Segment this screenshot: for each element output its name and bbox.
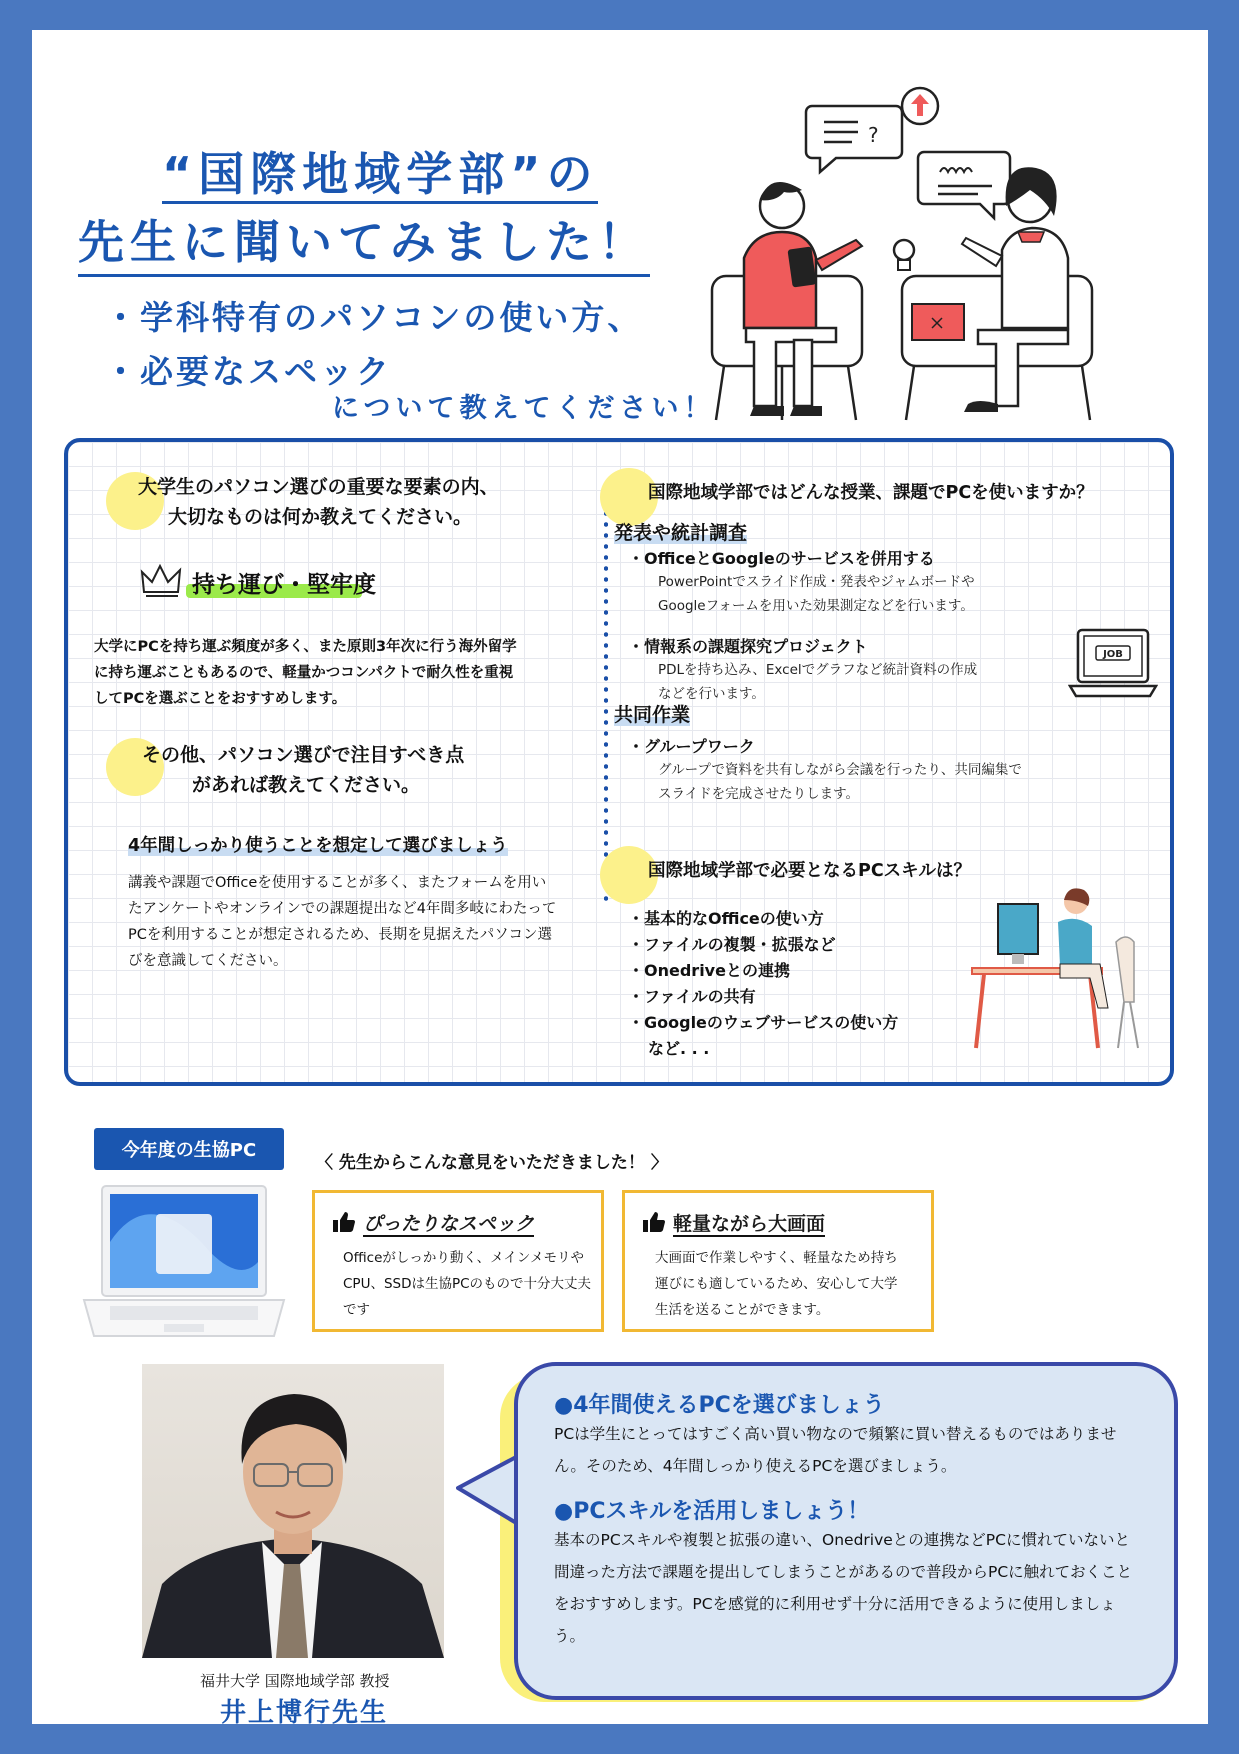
- answer2-text: 講義や課題でOfficeを使用することが多く、またフォームを用いたアンケートやオンラインでの課題提出など4年間多岐にわたってPCを利用することが想定されるため、長期を見据えたパソコン選びを意識してください。: [128, 875, 557, 969]
- item-info-project-text: PDLを持ち込み、Excelでグラフなど統計資料の作成などを行います。: [658, 662, 978, 702]
- answer1-text: 大学にPCを持ち運ぶ頻度が多く、また原則3年次に行う海外留学に持ち運ぶこともあるので、軽量かつコンパクトで耐久性を重視してPCを選ぶことをおすすめします。: [94, 639, 517, 707]
- teacher-photo: [142, 1364, 444, 1658]
- opinion-card-screen-title: 軽量ながら大画面: [641, 1209, 825, 1236]
- skill-item: ・ファイルの複製・拡張など: [628, 935, 836, 954]
- q2-line1: その他、パソコン選びで注目すべき点: [142, 744, 465, 766]
- job-label: JOB: [1103, 649, 1123, 660]
- item-office-google: ・OfficeとGoogleのサービスを併用する: [628, 549, 935, 568]
- header-request: について教えてください！: [332, 393, 716, 424]
- job-laptop-icon: [1068, 626, 1158, 704]
- page-title-line2: 先生に聞いてみました！: [78, 206, 650, 277]
- item-groupwork-text: グループで資料を共有しながら会議を行ったり、共同編集でスライドを完成させたりします。: [658, 762, 1022, 802]
- answer2-heading: 4年間しっかり使うことを想定して選びましょう: [128, 836, 508, 856]
- section-presentation: 発表や統計調査: [614, 522, 748, 544]
- thumbs-up-icon: [641, 1211, 667, 1233]
- item-groupwork: ・グループワーク: [628, 737, 755, 756]
- advice-heading-skills: ●PCスキルを活用しましょう！: [554, 1499, 870, 1524]
- section-collaboration: 共同作業: [614, 704, 691, 726]
- answer1-heading: 持ち運び・堅牢度: [192, 572, 376, 598]
- page: [32, 30, 1208, 1728]
- skill-item: ・Googleのウェブサービスの使い方: [628, 1013, 899, 1032]
- bubble-tail: [456, 1450, 520, 1530]
- column-divider: [604, 486, 608, 906]
- advice-text-skills: 基本のPCスキルや複製と拡張の違い、Onedriveとの連携などPCに慣れていないと間違った方法で課題を提出してしまうことがあるので普段からPCに触れておくことをおすすめします。PCを感覚的に利用せず十分に活用できるように使用しましょう。: [554, 1531, 1133, 1645]
- opinion-card-screen-text: 大画面で作業しやすく、軽量なため持ち運びにも適しているため、安心して大学生活を送ることができます。: [655, 1250, 898, 1318]
- q3-question: 国際地域学部ではどんな授業、課題でPCを使いますか？: [648, 483, 1094, 503]
- skill-item: ・ファイルの共有: [628, 987, 756, 1006]
- teacher-speech-bubble: [514, 1362, 1178, 1700]
- teacher-name: 井上博行先生: [220, 1698, 389, 1728]
- opinion-card-screen: [622, 1190, 934, 1332]
- opinion-card-spec-title: ぴったりなスペック: [331, 1209, 534, 1236]
- question-mark: ?: [868, 123, 879, 147]
- header-bullet-usage: ・学科特有のパソコンの使い方、: [104, 298, 644, 337]
- header-bullet-spec: ・必要なスペック: [104, 352, 392, 391]
- teacher-affiliation: 福井大学 国際地域学部 教授: [200, 1672, 390, 1690]
- opinion-card-spec-text: Officeがしっかり動く、メインメモリやCPU、SSDは生協PCのもので十分大丈夫です: [343, 1250, 592, 1318]
- coop-pc-tag: 今年度の生協PC: [94, 1128, 284, 1170]
- q1-line1: 大学生のパソコン選びの重要な要素の内、: [138, 476, 499, 498]
- qa-panel: [64, 438, 1174, 1086]
- desk-worker-illustration: [968, 882, 1158, 1052]
- advice-heading-4years: ●4年間使えるPCを選びましょう: [554, 1393, 885, 1418]
- opinion-card-spec: [312, 1190, 604, 1332]
- thumbs-up-icon: [331, 1211, 357, 1233]
- skills-etc: など. . .: [648, 1039, 710, 1058]
- coop-laptop-image: [80, 1182, 286, 1344]
- q1-line2: 大切なものは何か教えてください。: [168, 506, 473, 528]
- advice-text-4years: PCは学生にとってはすごく高い買い物なので頻繁に買い替えるものではありません。そのため、4年間しっかり使えるPCを選びましょう。: [554, 1425, 1117, 1475]
- opinion-heading: 〈 先生からこんな意見をいただきました！ 〉: [316, 1153, 668, 1173]
- q2-line2: があれば教えてください。: [192, 774, 421, 796]
- q4-question: 国際地域学部で必要となるPCスキルは？: [648, 861, 971, 881]
- page-title-line1: “国際地域学部”の: [162, 138, 598, 204]
- skill-item: ・Onedriveとの連携: [628, 961, 790, 980]
- item-office-google-text: PowerPointでスライド作成・発表やジャムボードやGoogleフォームを用いた効果測定などを行います。: [658, 574, 975, 614]
- conversation-illustration: [662, 50, 1202, 430]
- skill-item: ・基本的なOfficeの使い方: [628, 909, 824, 928]
- crown-icon: [140, 564, 186, 598]
- item-info-project: ・情報系の課題探究プロジェクト: [628, 637, 868, 656]
